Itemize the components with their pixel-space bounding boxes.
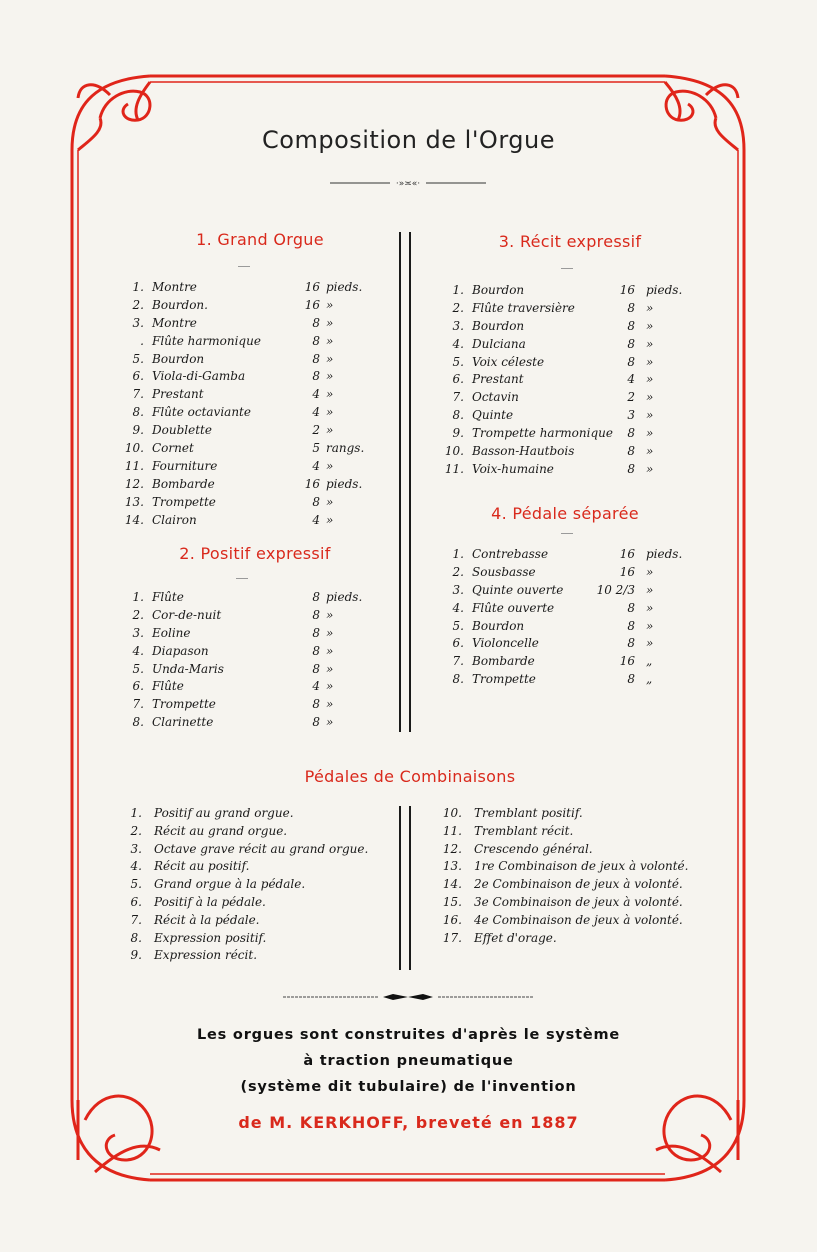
stop-size: 16 [304, 297, 320, 312]
stop-size: 5 [312, 441, 320, 456]
stop-name: Trompette [152, 697, 216, 712]
stop-name: Dulciana [472, 336, 526, 351]
stop-row [430, 300, 720, 318]
stop-size: 16 [304, 280, 320, 294]
combination-number: 8. [130, 930, 142, 945]
combination-number: 13. [442, 859, 462, 874]
combination-list-right [430, 805, 730, 947]
stop-unit: » [326, 405, 334, 420]
stop-unit: „ [646, 672, 653, 687]
stop-size: 8 [312, 315, 320, 330]
combination-text: 1re Combinaison de jeux à volonté. [474, 859, 689, 874]
stop-name: Flûte ouverte [472, 600, 555, 615]
stop-number: 6. [132, 369, 144, 384]
stop-unit: » [326, 351, 334, 366]
stop-number: 2. [452, 564, 464, 579]
stop-row [110, 714, 390, 732]
combination-list-left [110, 805, 395, 965]
combination-row [430, 930, 730, 948]
stop-name: Diapason [152, 643, 209, 658]
stop-name: Montre [152, 280, 197, 294]
stop-size: 8 [312, 697, 320, 712]
stop-number: 4. [452, 336, 464, 351]
stop-name: Voix-humaine [472, 461, 554, 476]
stop-number: 2. [132, 607, 144, 622]
stop-size: 8 [627, 636, 635, 651]
stop-name: Flûte harmonique [152, 333, 261, 348]
combination-text: Effet d'orage. [474, 930, 557, 945]
stop-size: 8 [312, 590, 320, 604]
stop-unit: » [646, 461, 654, 476]
stop-row [110, 315, 390, 333]
stop-unit: » [646, 336, 654, 351]
stop-row [430, 582, 720, 600]
stop-size: 8 [627, 672, 635, 687]
stop-row [110, 368, 390, 386]
stop-unit: » [646, 582, 654, 597]
combination-text: Expression récit. [154, 948, 258, 963]
combination-text: Récit au grand orgue. [154, 823, 288, 838]
stop-unit: pieds. [326, 476, 363, 491]
stop-unit: „ [646, 654, 653, 669]
stop-size: 16 [304, 476, 320, 491]
stop-row [430, 546, 720, 564]
stop-number: 10. [444, 444, 464, 459]
center-divider-left [399, 232, 401, 732]
stop-size: 8 [312, 333, 320, 348]
stop-unit: » [646, 564, 654, 579]
stop-row [430, 389, 720, 407]
combination-number: 1. [130, 806, 142, 820]
stop-size: 8 [312, 351, 320, 366]
stop-unit: » [646, 408, 654, 423]
stop-unit: » [646, 636, 654, 651]
stop-size: 8 [312, 607, 320, 622]
stop-number: 1. [452, 547, 464, 561]
stop-number: 4. [132, 643, 144, 658]
stop-unit: » [326, 297, 334, 312]
stop-unit: » [646, 300, 654, 315]
stop-row [110, 589, 390, 607]
combination-number: 15. [442, 894, 462, 909]
combination-text: Tremblant récit. [474, 823, 574, 838]
stop-row [110, 678, 390, 696]
stop-number: . [140, 333, 144, 348]
stop-size: 8 [312, 715, 320, 730]
page-title: Composition de l'Orgue [262, 126, 555, 154]
stop-row [110, 607, 390, 625]
stop-name: Bombarde [152, 476, 215, 491]
stop-number: 6. [132, 679, 144, 694]
footer-line-4: de M. KERKHOFF, breveté en 1887 [238, 1113, 579, 1132]
stop-number: 8. [452, 408, 464, 423]
combination-number: 16. [442, 912, 462, 927]
combination-row [430, 876, 730, 894]
stop-row [430, 564, 720, 582]
stop-row [430, 371, 720, 389]
stop-name: Viola-di-Gamba [152, 369, 246, 384]
stop-number: 3. [132, 625, 144, 640]
combination-row [430, 823, 730, 841]
stop-number: 8. [132, 715, 144, 730]
stop-number: 9. [452, 426, 464, 441]
stop-row [110, 476, 390, 494]
combination-number: 17. [442, 930, 462, 945]
stop-name: Bombarde [472, 654, 535, 669]
combination-row [110, 912, 395, 930]
combination-number: 6. [130, 894, 142, 909]
stop-list-grand-orgue [110, 279, 390, 529]
stop-name: Quinte ouverte [472, 582, 564, 597]
stop-size: 16 [619, 547, 635, 561]
stop-size: 16 [619, 283, 635, 297]
stop-name: Bourdon. [152, 297, 208, 312]
combination-text: Expression positif. [154, 930, 267, 945]
stop-unit: » [326, 387, 334, 402]
stop-name: Clairon [152, 512, 197, 527]
combination-text: 4e Combinaison de jeux à volonté. [474, 912, 683, 927]
combination-text: Tremblant positif. [474, 806, 583, 820]
stop-size: 8 [627, 336, 635, 351]
stop-row [430, 653, 720, 671]
section-heading-combinaisons: Pédales de Combinaisons [304, 767, 516, 786]
stop-unit: » [326, 494, 334, 509]
stop-row [430, 618, 720, 636]
stop-number: 7. [132, 387, 144, 402]
stop-name: Voix céleste [472, 354, 545, 369]
combination-row [430, 894, 730, 912]
stop-size: 2 [627, 390, 635, 405]
combination-row [110, 841, 395, 859]
stop-number: 8. [452, 672, 464, 687]
combination-row [110, 947, 395, 965]
combination-number: 3. [130, 841, 142, 856]
stop-name: Bourdon [472, 283, 525, 297]
stop-unit: » [326, 679, 334, 694]
combination-row [430, 858, 730, 876]
stop-size: 8 [312, 661, 320, 676]
stop-name: Violoncelle [472, 636, 539, 651]
stop-name: Bourdon [472, 318, 525, 333]
stop-unit: » [326, 512, 334, 527]
stop-name: Clarinette [152, 715, 214, 730]
stop-size: 8 [627, 618, 635, 633]
stop-number: 4. [452, 600, 464, 615]
stop-unit: » [646, 426, 654, 441]
stop-number: 5. [452, 354, 464, 369]
stop-unit: » [326, 423, 334, 438]
stop-name: Flûte [152, 679, 184, 694]
stop-name: Quinte [472, 408, 514, 423]
combination-row [430, 805, 730, 823]
stop-row [110, 458, 390, 476]
stop-size: 16 [619, 564, 635, 579]
combination-row [110, 823, 395, 841]
stop-name: Bourdon [152, 351, 205, 366]
stop-size: 8 [627, 300, 635, 315]
stop-list-recit [430, 282, 720, 479]
title-ornament-rule [330, 178, 486, 188]
combination-text: 3e Combinaison de jeux à volonté. [474, 894, 683, 909]
stop-number: 12. [124, 476, 144, 491]
stop-unit: pieds. [326, 280, 363, 294]
stop-number: 1. [132, 280, 144, 294]
stop-number: 2. [452, 300, 464, 315]
section-dash [561, 268, 573, 269]
stop-list-pedale [430, 546, 720, 689]
combination-text: Positif à la pédale. [154, 894, 266, 909]
stop-unit: » [326, 333, 334, 348]
footer-line-2: à traction pneumatique [303, 1053, 514, 1069]
stop-size: 4 [312, 458, 320, 473]
stop-unit: » [646, 354, 654, 369]
stop-size: 4 [312, 512, 320, 527]
stop-number: 3. [452, 582, 464, 597]
stop-size: 8 [312, 643, 320, 658]
stop-row [110, 643, 390, 661]
stop-number: 6. [452, 636, 464, 651]
section-heading-grand-orgue: 1. Grand Orgue [196, 230, 324, 249]
stop-name: Flûte octaviante [152, 405, 251, 420]
stop-row [110, 404, 390, 422]
stop-number: 5. [132, 351, 144, 366]
stop-size: 8 [627, 354, 635, 369]
stop-row [430, 425, 720, 443]
stop-row [430, 635, 720, 653]
combination-row [430, 912, 730, 930]
stop-row [110, 422, 390, 440]
stop-number: 11. [124, 458, 144, 473]
stop-number: 13. [124, 494, 144, 509]
stop-unit: » [326, 661, 334, 676]
stop-row [110, 279, 390, 297]
stop-number: 3. [132, 315, 144, 330]
combination-number: 9. [130, 948, 142, 963]
stop-name: Basson-Hautbois [472, 444, 575, 459]
combo-divider-right [409, 806, 411, 970]
stop-number: 5. [452, 618, 464, 633]
stop-size: 8 [627, 318, 635, 333]
combination-row [110, 805, 395, 823]
combination-text: 2e Combinaison de jeux à volonté. [474, 877, 683, 892]
stop-name: Sousbasse [472, 564, 536, 579]
stop-name: Flûte traversière [472, 300, 575, 315]
footer-line-3: (système dit tubulaire) de l'invention [240, 1079, 577, 1095]
stop-size: 8 [627, 444, 635, 459]
stop-number: 10. [124, 441, 144, 456]
combination-number: 4. [130, 859, 142, 874]
stop-number: 14. [124, 512, 144, 527]
stop-number: 9. [132, 423, 144, 438]
combination-number: 14. [442, 877, 462, 892]
stop-name: Trompette harmonique [472, 426, 613, 441]
stop-name: Eoline [152, 625, 191, 640]
stop-row [430, 336, 720, 354]
stop-unit: pieds. [326, 590, 363, 604]
stop-size: 16 [619, 654, 635, 669]
combination-text: Récit au positif. [154, 859, 250, 874]
svg-text:·»≍«·: ·»≍«· [395, 179, 421, 188]
combination-number: 11. [442, 823, 462, 838]
stop-name: Cor-de-nuit [152, 607, 222, 622]
stop-list-positif [110, 589, 390, 732]
stop-row [430, 318, 720, 336]
stop-number: 7. [452, 390, 464, 405]
stop-name: Unda-Maris [152, 661, 224, 676]
stop-name: Prestant [472, 372, 524, 387]
stop-unit: » [646, 318, 654, 333]
stop-name: Octavin [472, 390, 519, 405]
stop-unit: » [326, 697, 334, 712]
stop-name: Contrebasse [472, 547, 549, 561]
stop-unit: » [326, 315, 334, 330]
section-heading-positif: 2. Positif expressif [179, 544, 331, 563]
stop-name: Doublette [152, 423, 212, 438]
combination-text: Crescendo général. [474, 841, 593, 856]
combination-number: 12. [442, 841, 462, 856]
stop-name: Montre [152, 315, 197, 330]
stop-unit: » [646, 372, 654, 387]
stop-unit: » [326, 625, 334, 640]
center-divider-right [409, 232, 411, 732]
combination-row [110, 930, 395, 948]
stop-row [430, 354, 720, 372]
stop-number: 1. [132, 590, 144, 604]
stop-unit: » [646, 600, 654, 615]
combination-row [430, 841, 730, 859]
combination-row [110, 894, 395, 912]
stop-name: Bourdon [472, 618, 525, 633]
section-dash [236, 578, 248, 579]
combo-divider-left [399, 806, 401, 970]
stop-unit: » [646, 390, 654, 405]
stop-row [110, 386, 390, 404]
stop-unit: pieds. [646, 283, 683, 297]
stop-row [110, 661, 390, 679]
stop-row [110, 494, 390, 512]
stop-number: 5. [132, 661, 144, 676]
stop-unit: » [646, 444, 654, 459]
footer-ornament-rule [283, 992, 533, 1002]
stop-unit: » [326, 369, 334, 384]
stop-row [430, 407, 720, 425]
stop-name: Trompette [472, 672, 536, 687]
stop-number: 1. [452, 283, 464, 297]
stop-size: 8 [312, 625, 320, 640]
stop-unit: » [326, 607, 334, 622]
stop-number: 6. [452, 372, 464, 387]
footer-line-1: Les orgues sont construites d'après le système [196, 1027, 621, 1043]
stop-name: Fourniture [152, 458, 218, 473]
combination-number: 5. [130, 877, 142, 892]
stop-size: 10 2/3 [596, 582, 635, 597]
stop-number: 11. [444, 461, 464, 476]
stop-unit: » [326, 643, 334, 658]
stop-unit: » [326, 715, 334, 730]
stop-row [430, 282, 720, 300]
stop-size: 8 [312, 494, 320, 509]
combination-number: 10. [442, 806, 462, 820]
combination-row [110, 858, 395, 876]
section-heading-recit: 3. Récit expressif [498, 232, 642, 251]
stop-row [110, 512, 390, 530]
stop-size: 4 [312, 405, 320, 420]
stop-number: 7. [452, 654, 464, 669]
stop-size: 8 [627, 600, 635, 615]
stop-number: 8. [132, 405, 144, 420]
section-dash [561, 533, 573, 534]
stop-row [110, 333, 390, 351]
stop-row [430, 671, 720, 689]
stop-name: Trompette [152, 494, 216, 509]
stop-size: 2 [312, 423, 320, 438]
combination-number: 7. [130, 912, 142, 927]
combination-text: Octave grave récit au grand orgue. [154, 841, 369, 856]
stop-unit: rangs. [326, 441, 365, 456]
combination-text: Récit à la pédale. [154, 912, 260, 927]
stop-size: 4 [312, 679, 320, 694]
stop-row [110, 696, 390, 714]
stop-size: 3 [627, 408, 635, 423]
combination-number: 2. [130, 823, 142, 838]
stop-size: 8 [627, 461, 635, 476]
stop-name: Flûte [152, 590, 184, 604]
stop-row [110, 351, 390, 369]
stop-unit: » [646, 618, 654, 633]
stop-row [430, 600, 720, 618]
stop-name: Prestant [152, 387, 204, 402]
stop-row [110, 440, 390, 458]
stop-size: 8 [627, 426, 635, 441]
stop-size: 8 [312, 369, 320, 384]
section-dash [238, 266, 250, 267]
combination-text: Grand orgue à la pédale. [154, 877, 306, 892]
combination-row [110, 876, 395, 894]
stop-name: Cornet [152, 441, 194, 456]
stop-row [110, 625, 390, 643]
stop-number: 2. [132, 297, 144, 312]
stop-row [430, 443, 720, 461]
stop-row [110, 297, 390, 315]
stop-number: 3. [452, 318, 464, 333]
section-heading-pedale: 4. Pédale séparée [491, 504, 639, 523]
stop-size: 4 [627, 372, 635, 387]
stop-unit: pieds. [646, 547, 683, 561]
stop-unit: » [326, 458, 334, 473]
stop-row [430, 461, 720, 479]
stop-number: 7. [132, 697, 144, 712]
stop-size: 4 [312, 387, 320, 402]
combination-text: Positif au grand orgue. [154, 806, 294, 820]
